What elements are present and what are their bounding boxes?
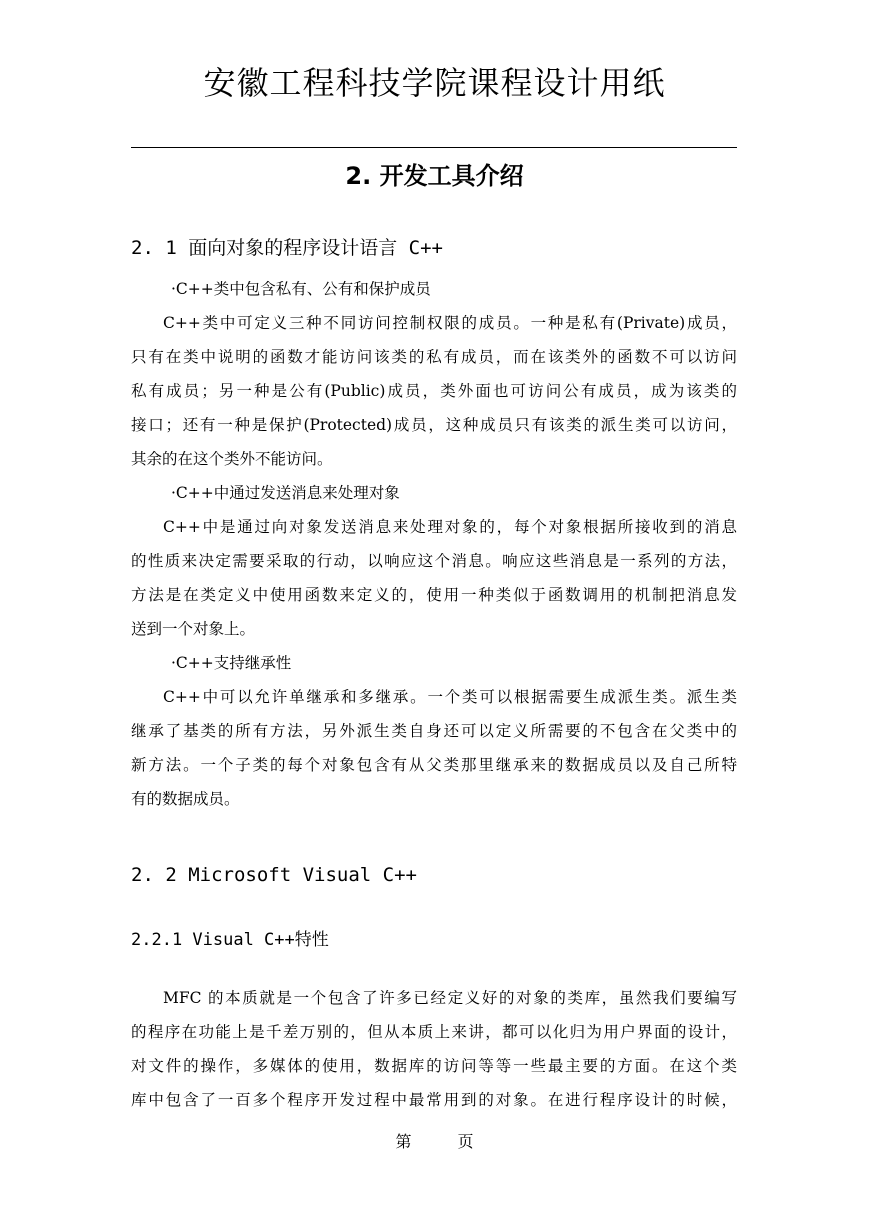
paragraph-line: 继承了基类的所有方法，另外派生类自身还可以定义所需要的不包含在父类中的 — [131, 722, 737, 740]
paragraph-line: 方法是在类定义中使用函数来定义的，使用一种类似于函数调用的机制把消息发 — [131, 586, 737, 604]
paragraph-line: 库中包含了一百多个程序开发过程中最常用到的对象。在进行程序设计的时候， — [131, 1091, 737, 1109]
bullet-inheritance: ·C++支持继承性 — [171, 654, 292, 672]
header-divider — [131, 147, 737, 148]
paragraph-line: C++中是通过向对象发送消息来处理对象的，每个对象根据所接收到的消息 — [163, 518, 737, 536]
section-2-2-1-body — [131, 981, 737, 1117]
paragraph-line: 新方法。一个子类的每个对象包含有从父类那里继承来的数据成员以及自己所特 — [131, 756, 737, 774]
page-number-prefix: 第 — [395, 1132, 412, 1151]
paragraph-line: 送到一个对象上。 — [131, 620, 256, 638]
paragraph-line: 接口；还有一种是保护(Protected)成员，这种成员只有该类的派生类可以访问， — [131, 416, 737, 434]
paragraph-line: 其余的在这个类外不能访问。 — [131, 450, 333, 468]
section-2-1-body — [131, 272, 737, 816]
paragraph-line: 的性质来决定需要采取的行动，以响应这个消息。响应这些消息是一系列的方法， — [131, 552, 737, 570]
bullet-private-public-protected: ·C++类中包含私有、公有和保护成员 — [171, 280, 431, 298]
paragraph-line: C++类中可定义三种不同访问控制权限的成员。一种是私有(Private)成员， — [163, 314, 737, 332]
page-header-title: 安徽工程科技学院课程设计用纸 — [203, 64, 666, 102]
paragraph-line: MFC 的本质就是一个包含了许多已经定义好的对象的类库，虽然我们要编写 — [163, 989, 737, 1007]
paragraph-line: 私有成员；另一种是公有(Public)成员，类外面也可访问公有成员，成为该类的 — [131, 382, 737, 400]
section-2-1-heading: 2. 1 面向对象的程序设计语言 C++ — [131, 237, 443, 259]
paragraph-line: 的程序在功能上是千差万别的，但从本质上来讲，都可以化归为用户界面的设计， — [131, 1023, 737, 1041]
paragraph-line: 对文件的操作，多媒体的使用，数据库的访问等等一些最主要的方面。在这个类 — [131, 1057, 737, 1075]
bullet-message-handling: ·C++中通过发送消息来处理对象 — [171, 484, 400, 502]
page-footer — [0, 1130, 869, 1154]
page-number-suffix: 页 — [457, 1132, 474, 1151]
chapter-title: 2. 开发工具介绍 — [345, 162, 524, 190]
paragraph-line: 有的数据成员。 — [131, 790, 240, 808]
paragraph-line: 只有在类中说明的函数才能访问该类的私有成员，而在该类外的函数不可以访问 — [131, 348, 737, 366]
section-2-2-heading: 2. 2 Microsoft Visual C++ — [131, 864, 417, 886]
section-2-2-1-heading: 2.2.1 Visual C++特性 — [131, 930, 329, 950]
paragraph-line: C++中可以允许单继承和多继承。一个类可以根据需要生成派生类。派生类 — [163, 688, 737, 706]
